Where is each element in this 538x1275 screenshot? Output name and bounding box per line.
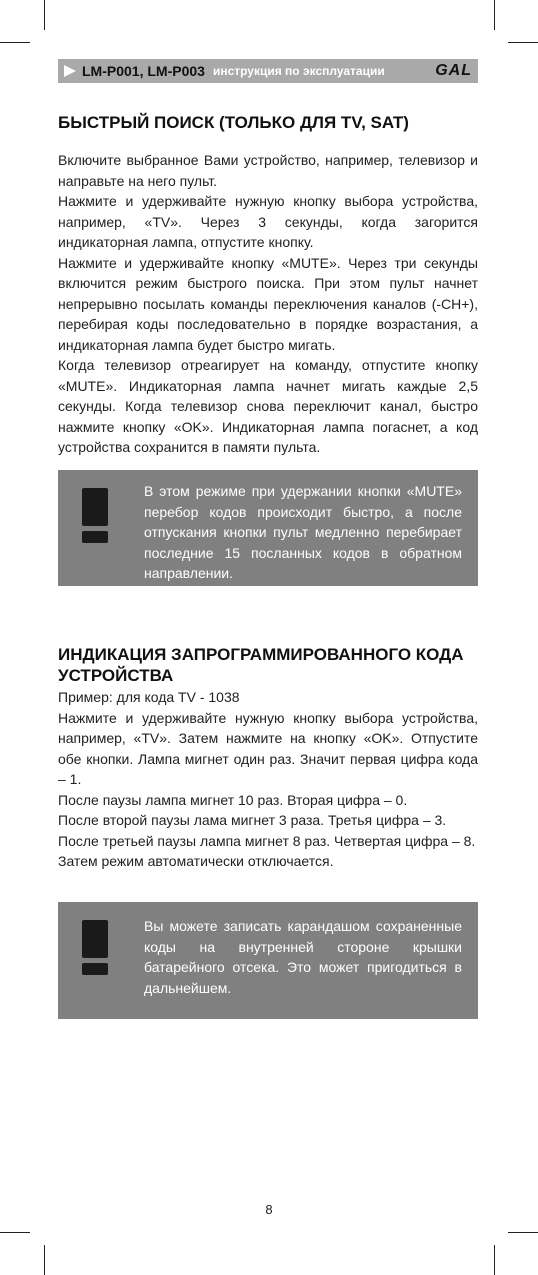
crop-mark	[44, 1245, 45, 1275]
crop-mark	[44, 0, 45, 30]
crop-mark	[508, 1232, 538, 1233]
header-bar	[58, 59, 478, 83]
paragraph: После второй паузы лама мигнет 3 раза. Третья цифра – 3.	[58, 812, 447, 828]
paragraph: После третьей паузы лампа мигнет 8 раз. Четвертая цифра – 8.	[58, 832, 476, 849]
paragraph: Нажмите и удерживайте нужную кнопку выбора устройства, например, «TV». Через 3 секунды, когда загорится индикаторная лампа, отпустите кнопку.	[58, 193, 478, 250]
exclamation-icon	[82, 920, 108, 974]
crop-mark	[508, 42, 538, 43]
model-name: LM-P001, LM-P003	[82, 63, 205, 79]
note-text: В этом режиме при удержании кнопки «MUTE» перебор кодов происходит быстро, а после отпускания кнопки пульт медленно перебирает последние 15 посланных кодов в обратном направлении.	[144, 483, 462, 581]
paragraph: Включите выбранное Вами устройство, например, телевизор и направьте на него пульт.	[58, 152, 478, 189]
crop-mark	[0, 1232, 30, 1233]
note-box	[58, 902, 478, 1019]
paragraph: Нажмите и удерживайте нужную кнопку выбора устройства, например, «TV». Затем нажмите на кнопку «OK». Отпустите обе кнопки. Лампа мигнет один раз. Значит первая цифра кода – 1.	[58, 709, 478, 787]
page-number: 8	[265, 1202, 273, 1217]
note-text: Вы можете записать карандашом сохраненные коды на внутренней стороне крышки батарейного отсека. Это может пригодиться в дальнейшем.	[144, 918, 462, 996]
section-title-code-indication: ИНДИКАЦИЯ ЗАПРОГРАММИРОВАННОГО КОДА УСТРОЙСТВА	[58, 645, 464, 685]
paragraph: После паузы лампа мигнет 10 раз. Вторая цифра – 0.	[58, 791, 408, 808]
note-box	[58, 470, 478, 586]
crop-mark	[494, 0, 495, 30]
section-body-quick-search	[58, 150, 478, 458]
paragraph: Пример: для кода TV - 1038	[58, 689, 240, 705]
section-body-code-indication	[58, 687, 478, 872]
header-subtitle: инструкция по эксплуатации	[212, 64, 385, 78]
paragraph: Нажмите и удерживайте кнопку «MUTE». Через три секунды включится режим быстрого поиска. При этом пульт начнет непрерывно посылать команды переключения каналов (-CH+), перебирая коды последовательно в порядке возрастания, а индикаторная лампа будет быстро мигать.	[58, 254, 478, 353]
paragraph: Затем режим автоматически отключается.	[58, 853, 334, 869]
crop-mark	[0, 42, 30, 43]
paragraph: Когда телевизор отреагирует на команду, отпустите кнопку «MUTE». Индикаторная лампа начнет мигать каждые 2,5 секунды. Когда телевизор снова переключит канал, быстро нажмите кнопку «OK». Индикаторная лампа погаснет, а код устройства сохранится в памяти пульта.	[58, 357, 478, 455]
crop-mark	[494, 1245, 495, 1275]
section-title-quick-search: БЫСТРЫЙ ПОИСК (ТОЛЬКО ДЛЯ TV, SAT)	[58, 113, 409, 132]
exclamation-icon	[82, 488, 108, 542]
triangle-right-icon	[64, 65, 76, 77]
brand-logo: GAL	[435, 62, 472, 79]
